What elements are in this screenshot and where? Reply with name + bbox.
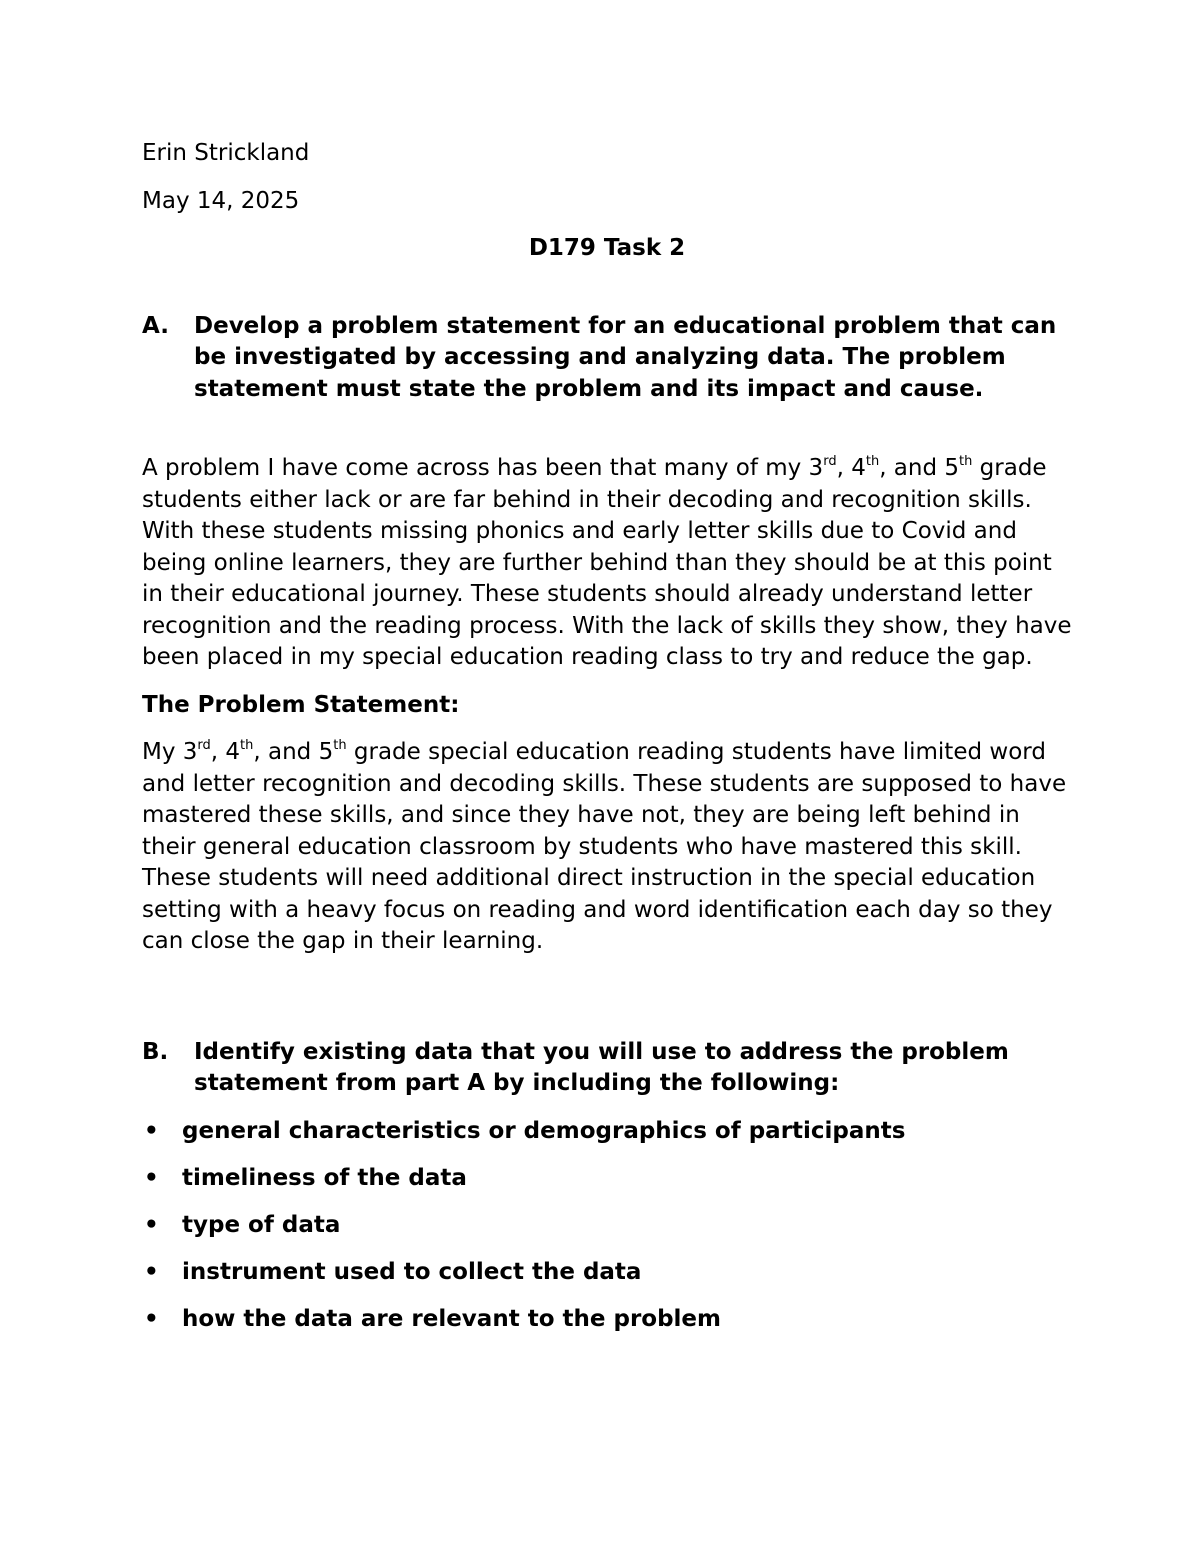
list-item [142, 1116, 1072, 1148]
bullet-text: instrument used to collect the data [182, 1258, 642, 1285]
bullet-text: how the data are relevant to the problem [182, 1305, 721, 1332]
section-a-prompt-text: Develop a problem statement for an educational problem that can be investigated by accessing and analyzing data. The problem statement must state the problem and its impact and cause. [194, 312, 1057, 402]
section-b-letter: B. [142, 1038, 169, 1065]
bullet-text: timeliness of the data [182, 1164, 467, 1191]
statement-text-4: grade special education reading students have limited word and letter recognition and decoding skills. These students are supposed to have mastered these skills, and since they have not, they are being left behind in their general education classroom by students who have mastered this skill. These students will need additional direct instruction in the special education setting with a heavy focus on reading and word identification each day so they can close the gap in their learning. [142, 739, 1067, 954]
author-name: Erin Strickland [142, 140, 310, 166]
bullet-icon: • [144, 1258, 159, 1285]
ordinal-suffix: th [333, 738, 347, 754]
document-title: D179 Task 2 [528, 235, 686, 261]
ordinal-suffix: th [959, 454, 973, 470]
bullet-text: general characteristics or demographics of participants [182, 1117, 906, 1144]
section-b-bullet-list [142, 1116, 1072, 1336]
problem-statement-paragraph [142, 737, 1072, 958]
ordinal-suffix: rd [823, 454, 837, 470]
list-item [142, 1163, 1072, 1195]
section-a-question [142, 311, 1072, 406]
intro-text-3: , and 5 [879, 455, 960, 481]
statement-text-3: , and 5 [253, 739, 334, 765]
bullet-text: type of data [182, 1211, 341, 1238]
list-item [142, 1210, 1072, 1242]
document-page [142, 138, 1072, 1351]
intro-text-2: , 4 [836, 455, 866, 481]
section-b-prompt [142, 1037, 1072, 1100]
intro-text-4: grade students either lack or are far behind in their decoding and recognition skills. With these students missing phonics and early letter skills due to Covid and being online learners, they are further behind than they should be at this point in their educational journey. These students should already understand letter recognition and the reading process. With the lack of skills they show, they have been placed in my special education reading class to try and reduce the gap. [142, 455, 1072, 670]
section-spacer [142, 974, 1072, 1037]
section-b-question [142, 1037, 1072, 1100]
ordinal-suffix: th [240, 738, 254, 754]
ordinal-suffix: rd [197, 738, 211, 754]
list-item [142, 1304, 1072, 1336]
bullet-icon: • [144, 1211, 159, 1238]
section-a-prompt [142, 311, 1072, 406]
bullet-icon: • [144, 1117, 159, 1144]
bullet-icon: • [144, 1164, 159, 1191]
bullet-icon: • [144, 1305, 159, 1332]
section-a-letter: A. [142, 312, 169, 339]
statement-text-1: My 3 [142, 739, 198, 765]
document-date: May 14, 2025 [142, 187, 300, 214]
ordinal-suffix: th [865, 454, 880, 470]
problem-statement-heading: The Problem Statement: [142, 691, 460, 718]
section-b-prompt-text: Identify existing data that you will use to address the problem statement from part A by including the following: [194, 1038, 1009, 1096]
list-item [142, 1257, 1072, 1289]
statement-text-2: , 4 [210, 739, 241, 765]
intro-text-1: A problem I have come across has been that many of my 3 [142, 455, 824, 481]
section-a-intro-paragraph [142, 453, 1072, 674]
